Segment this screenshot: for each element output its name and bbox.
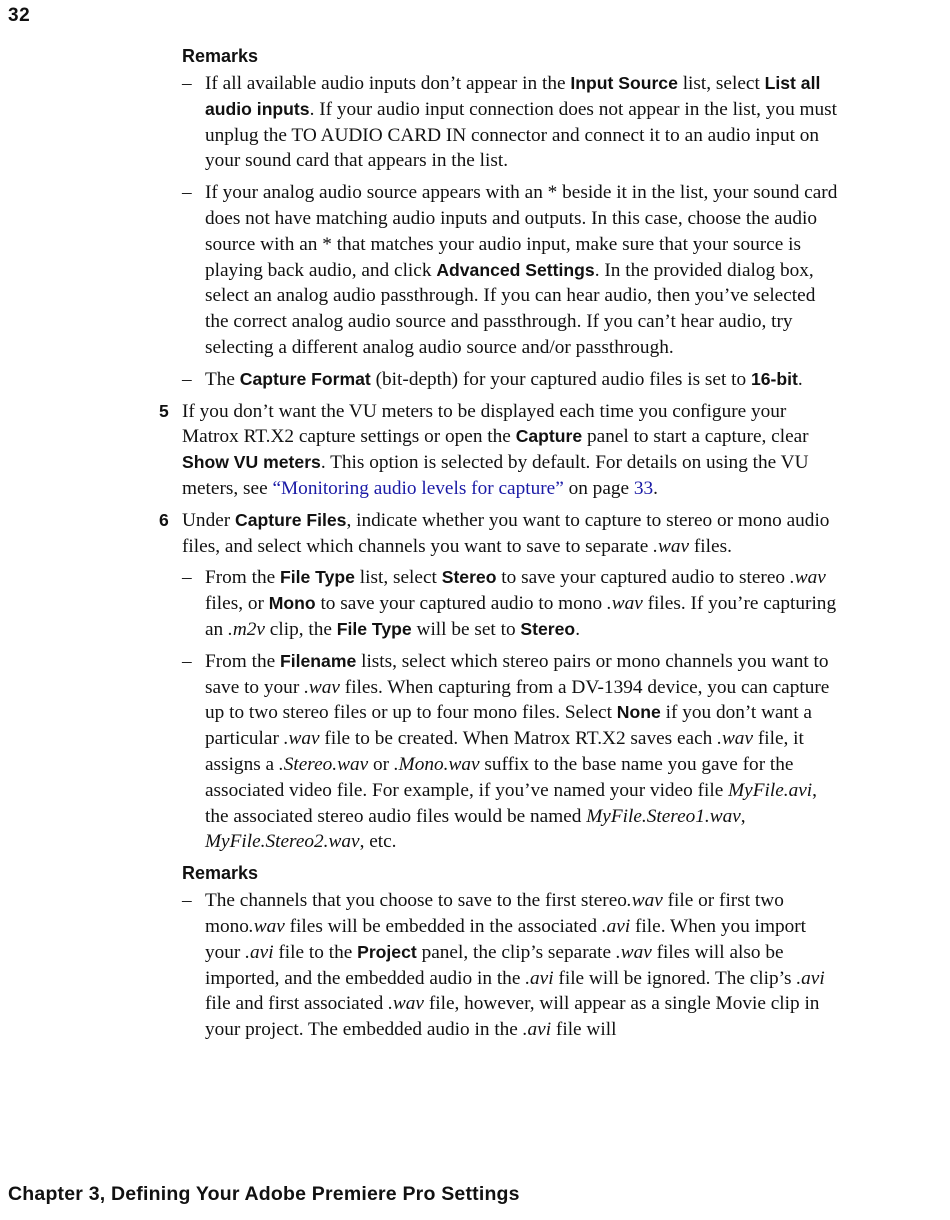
example-filename: MyFile.avi — [728, 779, 813, 801]
file-extension: .wav — [789, 567, 826, 589]
file-extension: .wav — [626, 890, 663, 912]
file-suffix: .Stereo.wav — [278, 753, 369, 775]
step-number: 6 — [159, 509, 169, 530]
example-filename: MyFile.Stereo2.wav — [205, 831, 360, 853]
remarks-heading: Remarks — [182, 46, 259, 66]
page-number: 32 — [8, 5, 31, 26]
ui-term-capture-format: Capture Format — [239, 368, 371, 389]
file-extension: .wav — [304, 676, 340, 698]
dash-bullet: – — [182, 73, 192, 94]
file-extension: .avi — [522, 1019, 552, 1041]
ui-term-file-type: File Type — [336, 618, 412, 639]
file-extension: .wav — [717, 728, 754, 750]
chapter-footer: Chapter 3, Defining Your Adobe Premiere Pro Settings — [8, 1183, 520, 1205]
file-extension: .wav — [283, 728, 320, 750]
file-extension: .avi — [796, 967, 825, 989]
ui-term-project: Project — [357, 941, 417, 962]
remark-bullet-input-source: – If all available audio inputs don’t appear in the Input Source list, select List all audio inputs. If your audio input connection does not appear in the list, you must unplug the TO AUDIO CARD IN connector and connect it to an audio input on your sound card that appears in the list. — [182, 73, 838, 172]
page-reference-link[interactable]: 33 — [633, 477, 654, 499]
file-extension: .wav — [615, 941, 652, 963]
step-5: 5 If you don’t want the VU meters to be displayed each time you configure your Matrox RT.X2 capture settings or open the Capture panel to start a capture, clear Show VU meters. This option is selected by default. For details on using the VU meters, see “Monitoring audio levels for capture” on page 33. — [159, 400, 809, 499]
file-suffix: .Mono.wav — [393, 753, 480, 775]
file-extension: .wav — [388, 993, 424, 1015]
remark-bullet-analog-source: – If your analog audio source appears with an * beside it in the list, your sound card does not have matching audio inputs and outputs. In this case, choose the audio source with an * that matches your audio input, make sure that your source is playing back audio, and click Advanced Settings. In the provided dialog box, select an analog audio passthrough. If you can hear audio, then you’ve selected the correct analog audio source and passthrough. If you can’t hear audio, try selecting a different analog audio source and/or passthrough. — [182, 182, 838, 358]
remark-bullet-capture-format: – The Capture Format (bit-depth) for your captured audio files is set to 16-bit. — [182, 367, 842, 393]
ui-term-advanced-settings: Advanced Settings — [436, 259, 595, 280]
ui-term-input-source: Input Source — [570, 73, 678, 93]
file-extension: .wav — [248, 915, 285, 937]
step-6-bullet-filename: – From the Filename lists, select which stereo pairs or mono channels you want to save to your .wav files. When capturing from a DV-1394 device, you can capture up to two stereo files or up to four mono files. Select None if you don’t want a particular .wav file to be created. When Matrox RT.X2 saves each .wav file, it assigns a .Stereo.wav or .Mono.wav suffix to the base name you gave for the associated video file. For example, if you’ve named your video file MyFile.avi, the associated stereo audio files would be named MyFile.Stereo1.wav, MyFile.Stereo2.wav, etc. — [182, 650, 830, 853]
dash-bullet: – — [182, 182, 192, 204]
file-extension: .avi — [601, 915, 631, 937]
ui-term-16-bit: 16-bit — [750, 368, 798, 389]
remarks-heading: Remarks — [182, 863, 259, 884]
ui-term-capture: Capture — [515, 426, 583, 447]
file-extension: .m2v — [228, 618, 265, 640]
dash-bullet: – — [182, 567, 192, 589]
example-filename: MyFile.Stereo1.wav — [586, 805, 741, 827]
page-body — [159, 44, 842, 1049]
ui-term-mono: Mono — [268, 593, 316, 614]
ui-term-stereo: Stereo — [520, 618, 576, 639]
file-extension: .wav — [606, 593, 643, 615]
dash-bullet: – — [182, 368, 192, 390]
dash-bullet: – — [182, 650, 192, 672]
step-6: 6 Under Capture Files, indicate whether you want to capture to stereo or mono audio files, and select which channels you want to save to separate .wav files. — [159, 509, 830, 557]
ui-term-capture-files: Capture Files — [235, 509, 347, 530]
ui-term-stereo: Stereo — [441, 567, 497, 588]
ui-term-list-all-audio-inputs: List all audio inputs — [205, 73, 821, 119]
step-number: 5 — [159, 400, 169, 421]
ui-term-filename: Filename — [279, 650, 357, 671]
step-6-bullet-file-type: – From the File Type list, select Stereo to save your captured audio to stereo .wav files, or Mono to save your captured audio to mono .wav files. If you’re capturing an .m2v clip, the File Type will be set to Stereo. — [182, 567, 837, 640]
dash-bullet: – — [182, 890, 192, 912]
ui-term-show-vu-meters: Show VU meters — [182, 452, 321, 473]
ui-term-none: None — [616, 702, 661, 723]
file-extension: .avi — [525, 967, 554, 989]
file-extension: .wav — [653, 535, 690, 557]
remark-bullet-embedded-audio: – The channels that you choose to save to the first stereo.wav file or first two mono.wav files will be embedded in the associated .avi file. When you import your .avi file to the Project panel, the clip’s separate .wav files will also be imported, and the embedded audio in the .avi file will be ignored. The clip’s .avi file and first associated .wav file, however, will appear as a single Movie clip in your project. The embedded audio in the .avi file will — [182, 890, 825, 1041]
cross-reference-link[interactable]: “Monitoring audio levels for capture” — [272, 477, 564, 499]
file-extension: .avi — [245, 941, 274, 963]
ui-term-file-type: File Type — [279, 567, 355, 588]
